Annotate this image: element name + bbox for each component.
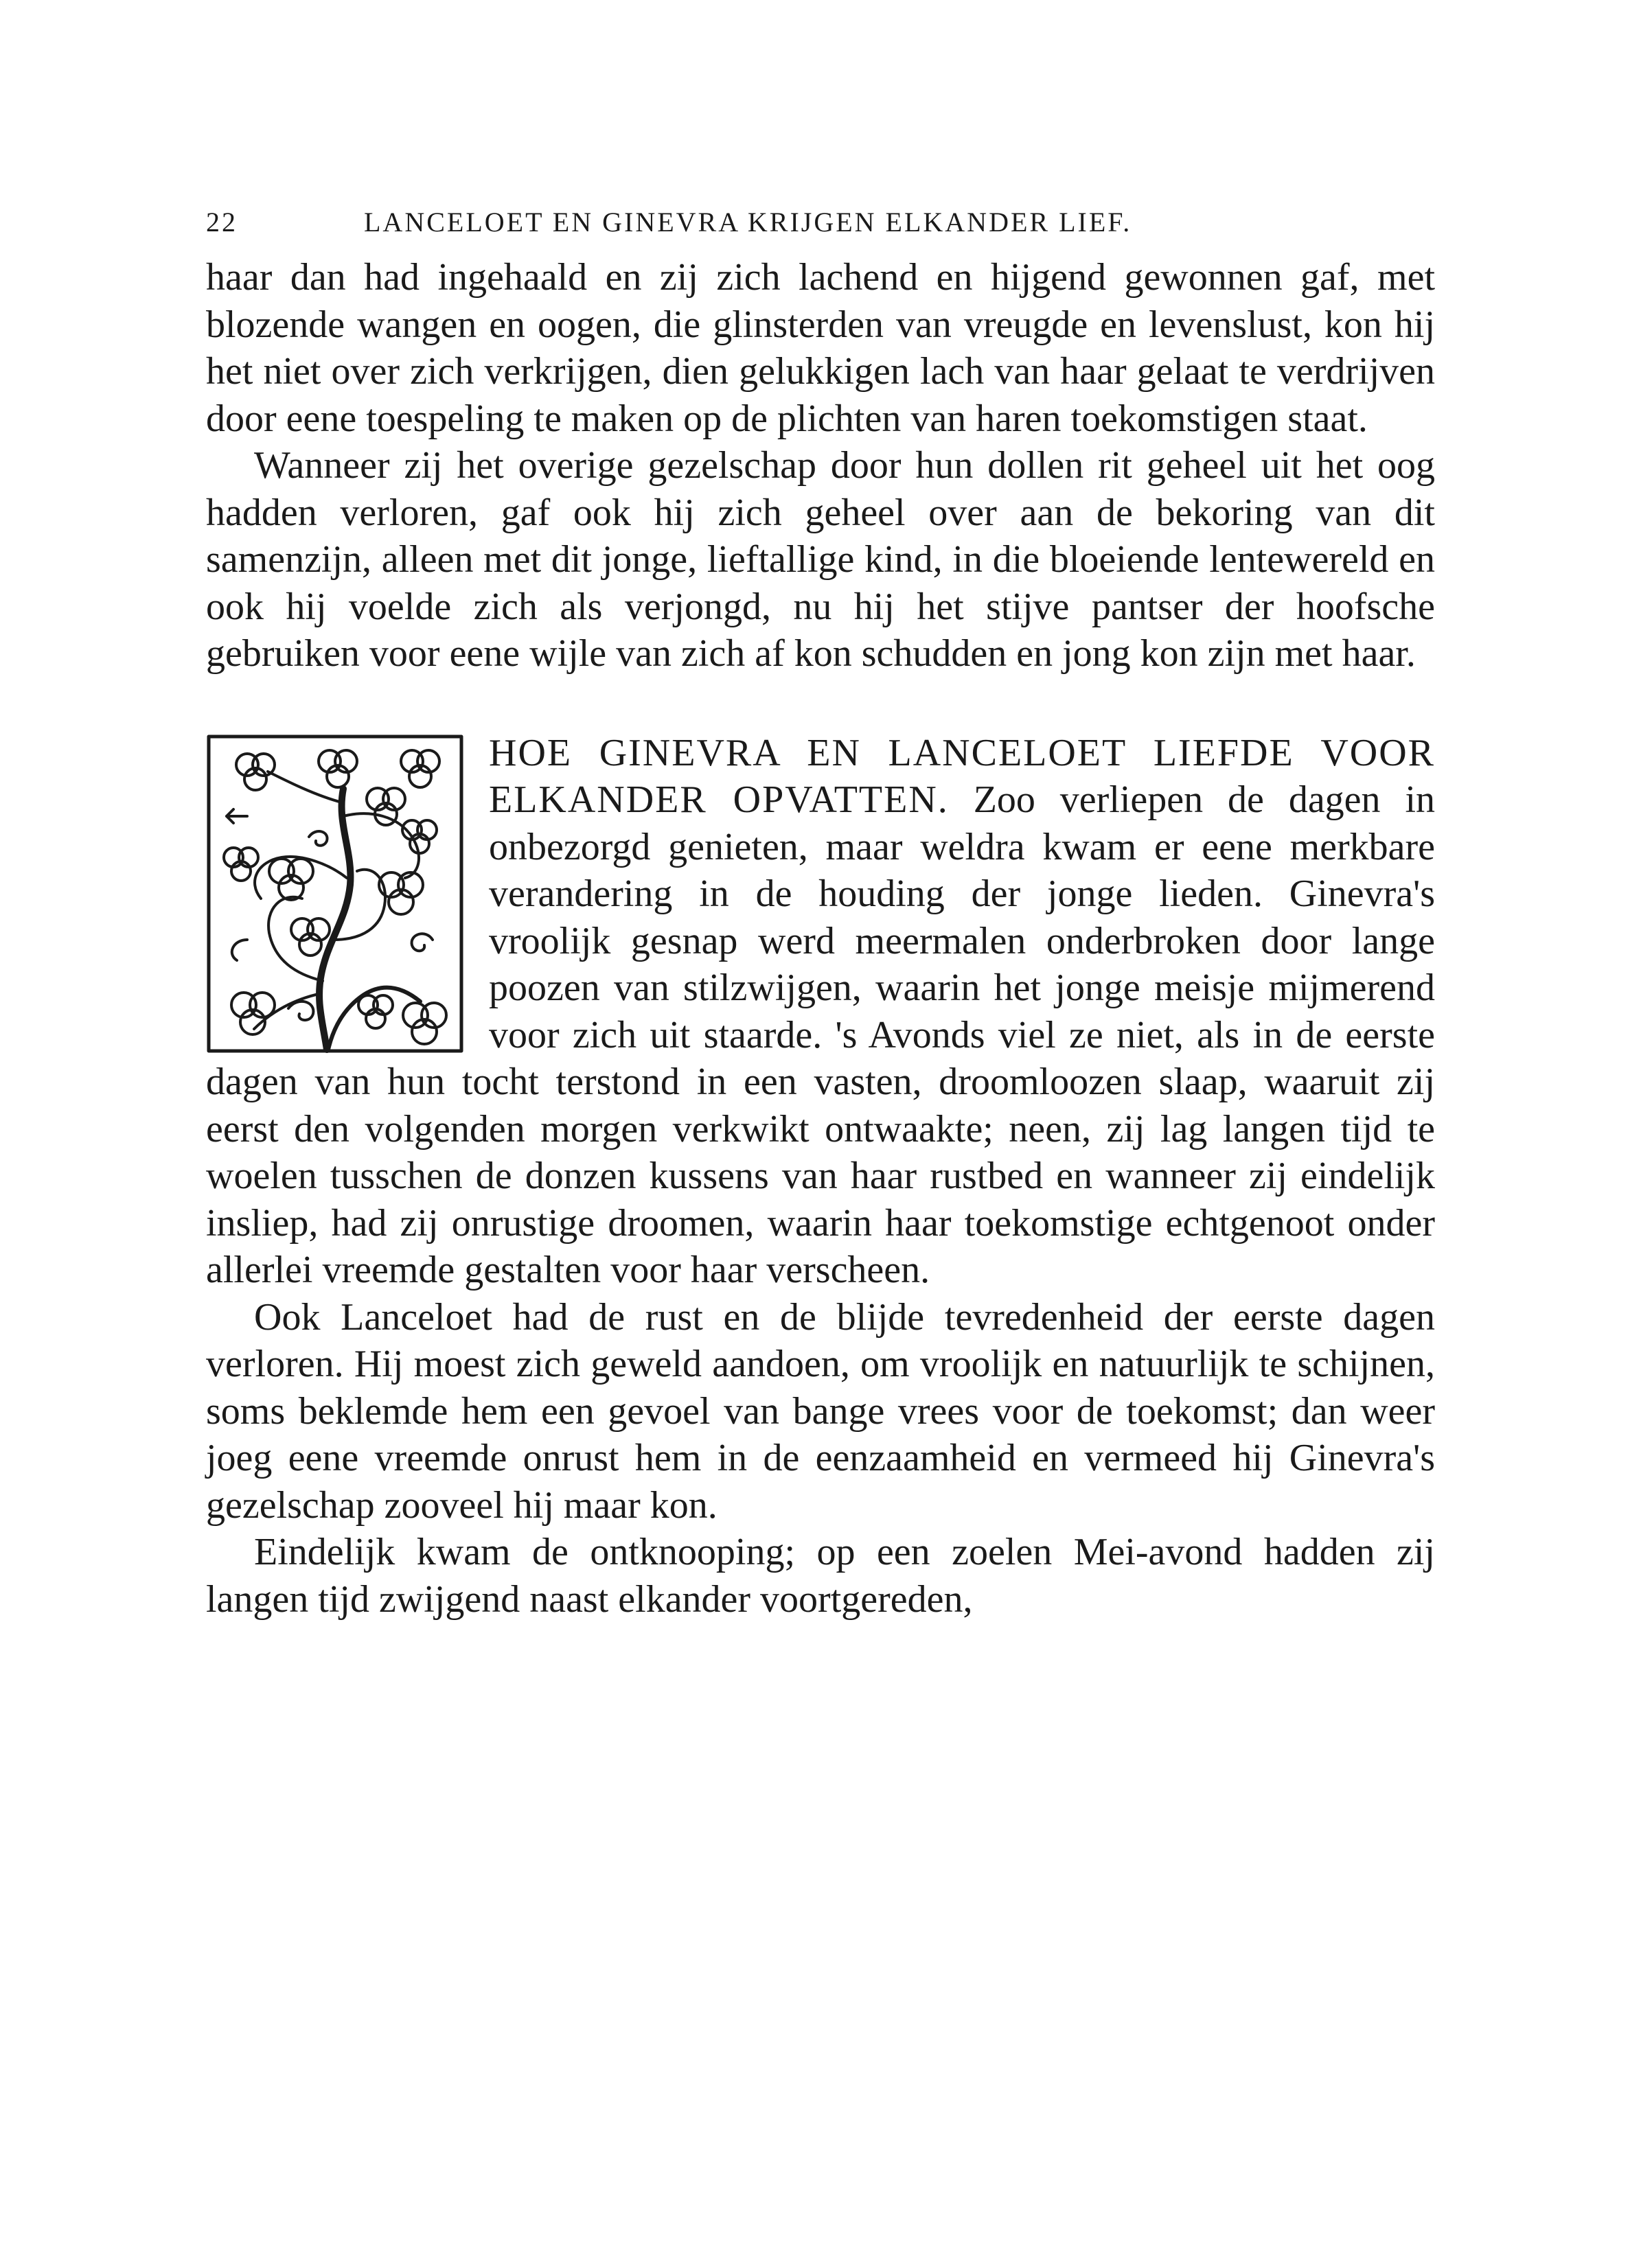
page-number: 22 — [206, 207, 238, 238]
paragraph: Wanneer zij het overige gezelschap door hun dollen rit geheel uit het oog hadden verloren, gaf ook hij zich geheel over aan de bekoring van dit samenzijn, alleen met dit jonge, lieftallige kind, in die bloeiende lentewereld en ook hij voelde zich als verjongd, nu hij het stijve pantser der hoofsche gebruiken voor eene wijle van zich af kon schudden en jong kon zijn met haar. — [206, 444, 1435, 675]
section-heading: HOE GINEVRA EN LANCELOET LIEFDE VOOR ELKANDER OPVATTEN. — [489, 731, 1435, 821]
running-title: LANCELOET EN GINEVRA KRIJGEN ELKANDER LIEF. — [364, 207, 1132, 238]
section-paragraph-text: Zoo verliepen de dagen in onbezorgd genieten, maar weldra kwam er eene merkbare verandering in de houding der jonge lieden. Ginevra's vroolijk gesnap werd meermalen onderbroken door lange poozen van stilzwijgen, waarin het jonge meisje mijmerend voor zich uit staarde. 's Avonds viel ze niet, als in de eerste dagen van hun tocht terstond in een vasten, droomloozen slaap, waaruit zij eerst den volgenden morgen verkwikt ontwaakte; neen, zij lag langen tijd te woelen tusschen de donzen kussens van haar rustbed en wanneer zij eindelijk insliep, had zij onrustige droomen, waarin haar toekomstige echtgenoot onder allerlei vreemde gestalten voor haar verscheen. — [206, 778, 1436, 1291]
book-page — [206, 206, 1435, 1623]
running-head — [206, 206, 1435, 254]
body-text — [206, 254, 1435, 1623]
paragraph: Eindelijk kwam de ontknooping; op een zoelen Mei-avond hadden zij langen tijd zwijgend naast elkander voortgereden, — [206, 1531, 1435, 1621]
paragraph-continuation: haar dan had ingehaald en zij zich lachend en hijgend gewonnen gaf, met blozende wangen en oogen, die glinsterden van vreugde en levenslust, kon hij het niet over zich verkrijgen, dien gelukkigen lach van haar gelaat te verdrijven door eene toespeling te maken op de plichten van haren toekomstigen staat. — [206, 256, 1435, 440]
clover-tree-ornament-icon — [206, 734, 464, 1054]
paragraph: Ook Lanceloet had de rust en de blijde tevredenheid der eerste dagen verloren. Hij moest zich geweld aandoen, om vroolijk en natuurlijk te schijnen, soms beklemde hem een gevoel van bange vrees voor de toekomst; dan weer joeg eene vreemde onrust hem in de eenzaamheid en vermeed hij Ginevra's gezelschap zooveel hij maar kon. — [206, 1295, 1435, 1527]
section-gap — [206, 678, 1435, 730]
